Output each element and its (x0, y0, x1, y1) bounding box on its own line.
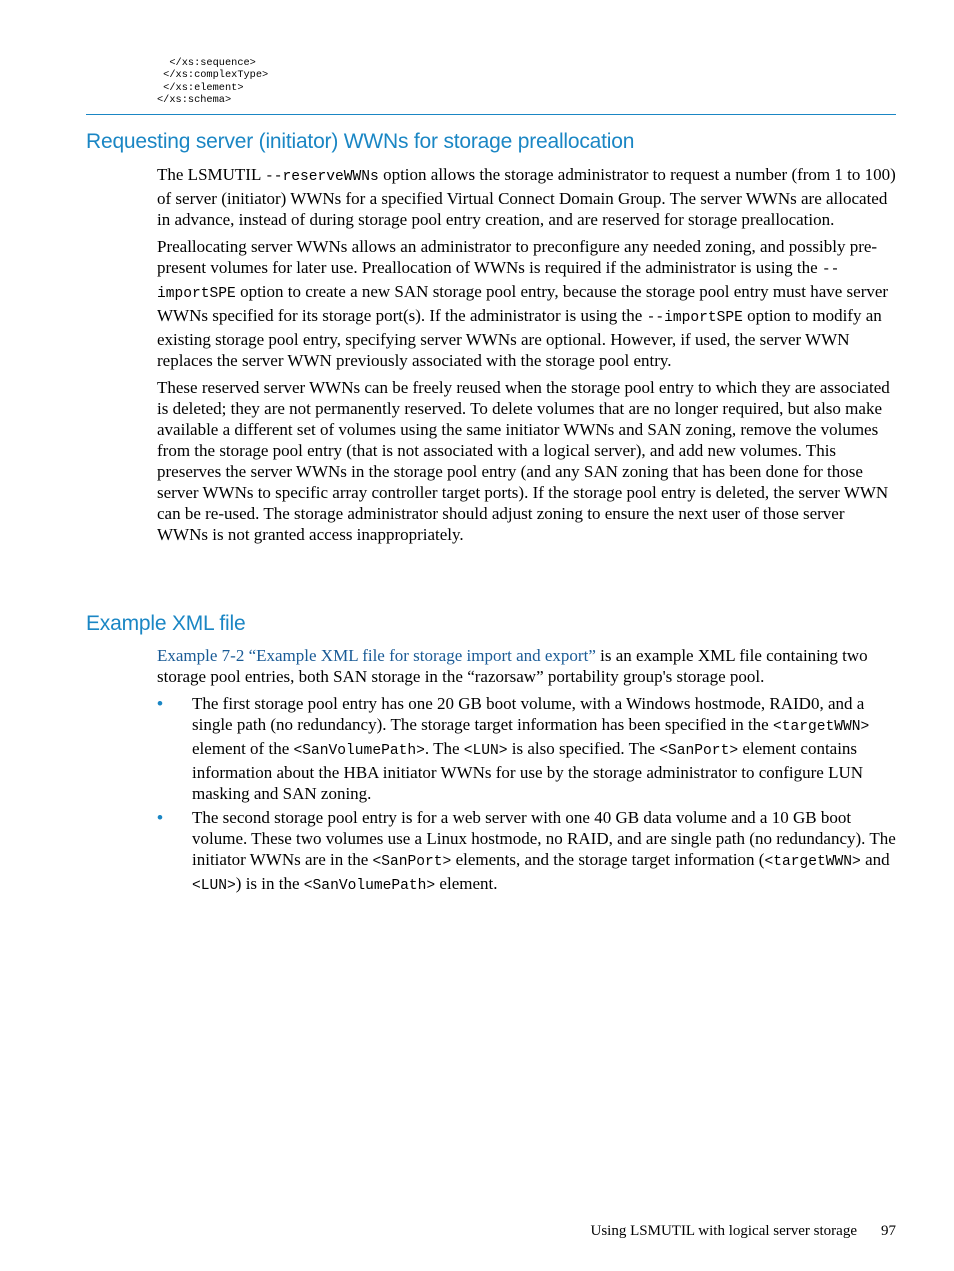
text-run: Preallocating server WWNs allows an administrator to preconfigure any needed zoning, and possibly pre-present volumes for later use. Preallocation of WWNs is required if the administrator is using the (157, 237, 878, 277)
text-run: option to modify an existing storage pool entry, specifying server WWNs are optional. However, if used, the server WWN replaces the server WWN previously associated with the storage pool entry. (157, 306, 882, 370)
paragraph (157, 645, 896, 687)
text-run: is also specified. The (507, 739, 660, 758)
paragraph (157, 236, 896, 371)
inline-code: <LUN> (192, 878, 236, 894)
bullet-list (157, 693, 896, 897)
text-run: and (860, 850, 890, 869)
inline-code: <SanPort> (372, 854, 452, 870)
code-line: </xs:element> (157, 81, 244, 94)
bullet-icon: • (157, 808, 163, 827)
page-number: 97 (881, 1223, 896, 1239)
section-heading-reserve-wwns: Requesting server (initiator) WWNs for storage preallocation (86, 130, 635, 153)
code-line: </xs:schema> (157, 94, 232, 107)
code-line: </xs:complexType> (157, 69, 269, 82)
inline-code: <targetWWN> (772, 719, 870, 735)
inline-code: <SanVolumePath> (303, 878, 436, 894)
section-divider (86, 114, 896, 115)
xml-code-snippet (157, 57, 268, 107)
text-run: elements, and the storage target information ( (451, 850, 765, 869)
paragraph (157, 164, 896, 230)
list-item (157, 693, 896, 804)
inline-code: <targetWWN> (764, 854, 861, 870)
text-run: element. (435, 874, 498, 893)
inline-code: --importSPE (157, 262, 840, 302)
page-footer (540, 1221, 896, 1241)
inline-code: <SanVolumePath> (293, 743, 425, 759)
text-run: The second storage pool entry is for a web server with one 40 GB data volume and a 10 GB boot volume. These two volumes use a Linux hostmode, no RAID, and are single path (no redundancy). The initiator WWNs are in the (192, 808, 896, 869)
section-body-reserve-wwns (157, 164, 896, 551)
inline-code: --reserveWWNs (264, 169, 379, 185)
text-run: . The (424, 739, 464, 758)
text-run: The LSMUTIL (157, 165, 265, 184)
inline-code: <SanPort> (659, 743, 739, 759)
section-body-example-xml (157, 645, 896, 900)
inline-code: --importSPE (646, 310, 743, 326)
example-cross-reference-link[interactable]: Example 7-2 “Example XML file for storage import and export” (157, 646, 596, 665)
text-run: is an example XML file containing two storage pool entries, both SAN storage in the “razorsaw” portability group's storage pool. (157, 646, 868, 686)
text-run: ) is in the (235, 874, 304, 893)
text-run: element of the (192, 739, 294, 758)
text-run: The first storage pool entry has one 20 GB boot volume, with a Windows hostmode, RAID0, and a single path (no redundancy). The storage target information has been specified in the (192, 694, 865, 734)
text-run: option allows the storage administrator to request a number (from 1 to 100) of server (initiator) WWNs for a specified Virtual Connect Domain Group. The server WWNs are allocated in advance, instead of during storage pool entry creation, and are reserved for storage preallocation. (157, 165, 896, 229)
code-line: </xs:sequence> (157, 57, 256, 69)
bullet-icon: • (157, 694, 163, 713)
text-run: option to create a new SAN storage pool entry, because the storage pool entry must have server WWNs specified for its storage port(s). If the administrator is using the (157, 282, 889, 325)
footer-chapter-title: Using LSMUTIL with logical server storage (590, 1223, 857, 1239)
paragraph: These reserved server WWNs can be freely reused when the storage pool entry to which they are associated is deleted; they are not permanently reserved. To delete volumes that are no longer required, but also make available a different set of volumes using the same initiator WWNs and SAN zoning, remove the volumes from the storage pool entry (that is not associated with a logical server), and add new volumes. This preserves the server WWNs in the storage pool entry (and any SAN zoning that has been done for those server WWNs to specific array controller target ports). If the storage pool entry is deleted, the server WWN can be re-used. The storage administrator should adjust zoning to ensure the next user of those server WWNs is not granted access inappropriately. (157, 378, 890, 544)
list-item (157, 807, 896, 897)
section-heading-example-xml: Example XML file (86, 612, 246, 635)
text-run: element contains information about the HBA initiator WWNs for use by the storage administrator to configure LUN masking and SAN zoning. (192, 739, 864, 803)
inline-code: <LUN> (463, 743, 508, 759)
